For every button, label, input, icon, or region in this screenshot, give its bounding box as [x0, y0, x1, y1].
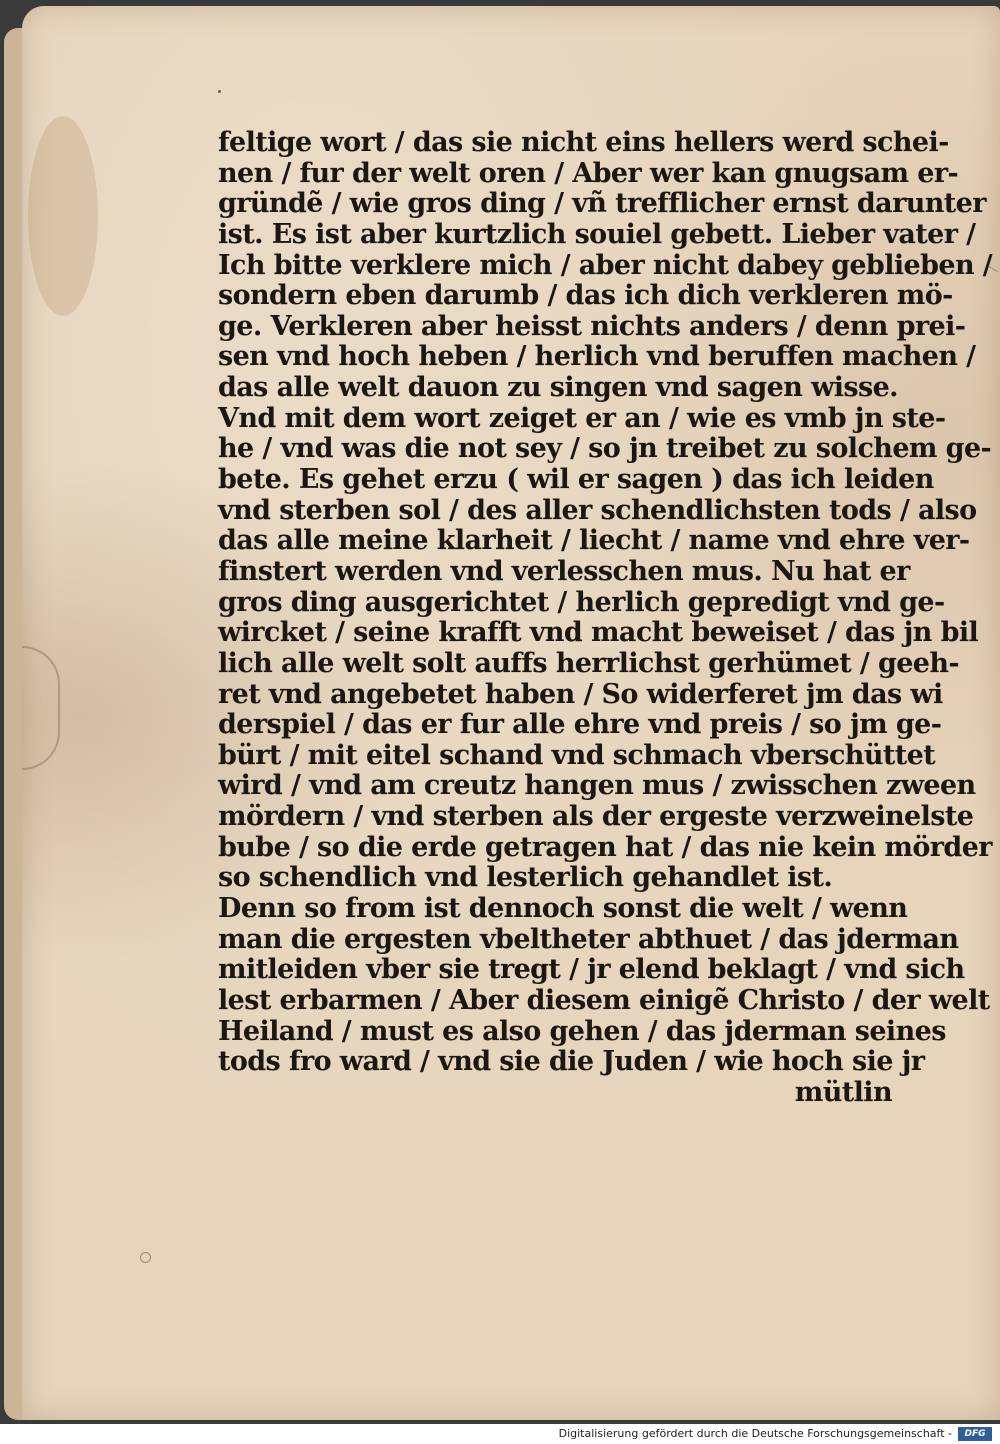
digitization-footer — [0, 1424, 1000, 1444]
text-line: gros ding ausgerichtet / herlich gepredigt vnd ge- — [218, 586, 945, 618]
text-line: he / vnd was die not sey / so jn treibet zu solchem ge- — [218, 433, 992, 465]
printed-text-block — [218, 127, 993, 1109]
text-line: ret vnd angebetet haben / So widerferet jm das wi — [218, 678, 943, 710]
text-line: wircket / seine krafft vnd macht beweiset / das jn bil — [218, 617, 979, 649]
text-line: lich alle welt solt auffs herrlichst gerhümet / geeh- — [218, 647, 960, 679]
text-line: das alle meine klarheit / liecht / name vnd ehre ver- — [218, 525, 970, 557]
text-line: lest erbarmen / Aber diesem einigẽ Christo / der welt — [218, 984, 990, 1016]
text-line: feltige wort / das sie nicht eins hellers werd schei- — [218, 127, 949, 158]
text-line: vnd sterben sol / des aller schendlichsten tods / also — [218, 494, 977, 526]
text-line: bete. Es gehet erzu ( wil er sagen ) das ich leiden — [218, 464, 934, 496]
text-line: mördern / vnd sterben als der ergeste verzweinelste — [218, 801, 974, 833]
text-line: ist. Es ist aber kurtzlich souiel gebett. Lieber vater / — [218, 218, 976, 250]
paper-hole — [140, 1252, 151, 1263]
text-line: wird / vnd am creutz hangen mus / zwisschen zween — [218, 770, 976, 802]
text-line: Ich bitte verklere mich / aber nicht dabey geblieben / — [218, 249, 993, 281]
text-line: Denn so from ist dennoch sonst die welt / wenn — [218, 893, 908, 925]
ink-dot — [218, 90, 221, 93]
dfg-logo-icon: DFG — [958, 1427, 992, 1441]
text-line: sondern eben darumb / das ich dich verkleren mö- — [218, 280, 953, 312]
text-line: finstert werden vnd verlesschen mus. Nu hat er — [218, 555, 910, 587]
text-line: mitleiden vber sie tregt / jr elend beklagt / vnd sich — [218, 954, 965, 986]
text-line: das alle welt dauon zu singen vnd sagen wisse. — [218, 372, 898, 404]
page-fold-mark — [22, 646, 60, 770]
text-line: sen vnd hoch heben / herlich vnd beruffen machen / — [218, 341, 976, 373]
text-line: man die ergesten vbeltheter abthuet / das jderman — [218, 923, 959, 955]
catchword: mütlin — [794, 1076, 892, 1108]
text-line: so schendlich vnd lesterlich gehandlet ist. — [218, 862, 833, 894]
text-line: Heiland / must es also gehen / das jderman seines — [218, 1015, 946, 1047]
text-line: derspiel / das er fur alle ehre vnd preis / so jm ge- — [218, 709, 942, 741]
text-line: tods fro ward / vnd sie die Juden / wie hoch sie jr — [218, 1046, 925, 1078]
funding-credit: Digitalisierung gefördert durch die Deutsche Forschungsgemeinschaft - — [558, 1427, 952, 1440]
text-line: Vnd mit dem wort zeiget er an / wie es vmb jn ste- — [218, 402, 946, 434]
text-line: gründẽ / wie gros ding / vñ trefflicher ernst darunter — [218, 188, 986, 220]
text-line: bube / so die erde getragen hat / das nie kein mörder — [218, 831, 992, 863]
text-line: ge. Verkleren aber heisst nichts anders / denn prei- — [218, 310, 966, 342]
text-line: nen / fur der welt oren / Aber wer kan gnugsam er- — [218, 157, 959, 189]
paper-stain — [28, 116, 98, 316]
text-line: bürt / mit eitel schand vnd schmach vberschüttet — [218, 739, 936, 771]
